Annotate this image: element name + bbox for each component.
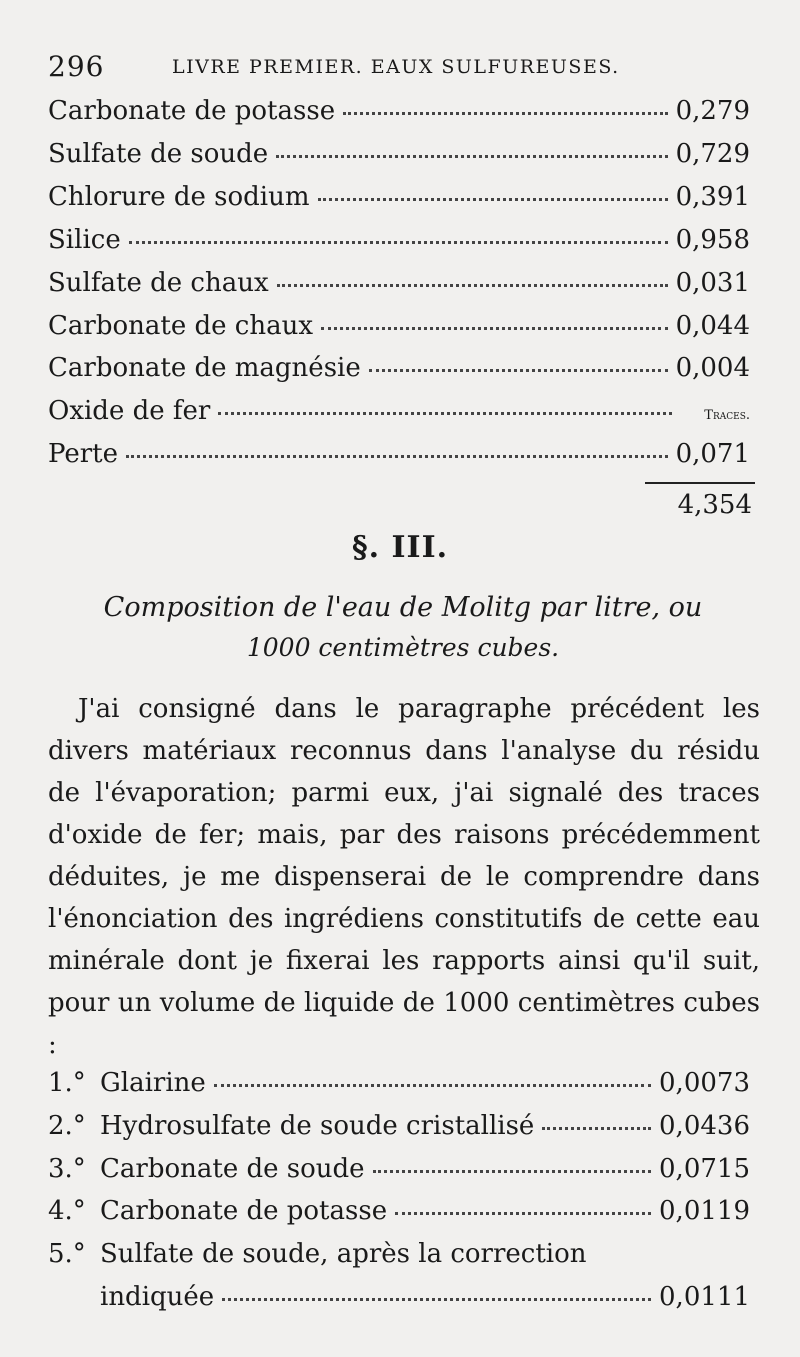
row-value: Traces. [704,408,750,423]
running-title: LIVRE PREMIER. EAUX SULFUREUSES. [172,56,620,78]
row-label: Silice [48,225,121,255]
row-value: 0,0436 [659,1111,750,1141]
leader-dots [343,112,667,115]
row-label: Sulfate de soude [48,139,269,169]
leader-dots [369,369,668,372]
section-title-line1: Composition de l'eau de Molitg par litre, ou [103,592,703,623]
page-header [48,50,748,84]
leader-dots [318,198,668,201]
total-rule [645,482,755,484]
table-row [48,225,750,265]
row-label: indiquée [100,1282,215,1312]
leader-dots [277,284,668,287]
table-row [48,353,750,393]
table-row [48,268,750,308]
leader-dots [542,1127,651,1130]
row-label: Sulfate de chaux [48,268,269,298]
row-number: 3.° [48,1154,86,1184]
row-value: 0,031 [675,268,750,298]
row-number: 4.° [48,1196,86,1226]
row-value: 0,391 [675,182,750,212]
row-value: 0,0073 [659,1068,750,1098]
table-row [48,1239,750,1279]
leader-dots [222,1298,651,1301]
row-label: Carbonate de chaux [48,311,313,341]
row-number: 1.° [48,1068,86,1098]
leader-dots [373,1170,651,1173]
row-label: Chlorure de sodium [48,182,310,212]
table-row [48,1196,750,1236]
leader-dots [126,455,668,458]
section-title-line2: 1000 centimètres cubes. [246,633,560,662]
row-label: Carbonate de soude [100,1154,365,1184]
table-row [48,96,750,136]
table-total: 4,354 [677,490,752,520]
row-value: 0,071 [675,439,750,469]
leader-dots [129,241,668,244]
row-label: Perte [48,439,118,469]
leader-dots [276,155,667,158]
table-row [48,139,750,179]
row-value: 0,279 [675,96,750,126]
row-number: 2.° [48,1111,86,1141]
paragraph-text: J'ai consigné dans le paragraphe précédent les divers matériaux reconnus dans l'analyse du résidu de l'évaporation; parmi eux, j'ai signalé des traces d'oxide de fer; mais, par des raisons précédemment déduites, je me dispenserai de le comprendre dans l'énonciation des ingrédiens constitutifs de cette eau minérale dont je fixerai les rapports ainsi qu'il suit, pour un volume de liquide de 1000 centimètres cubes : [48,694,760,1060]
leader-dots [395,1212,651,1215]
row-number: 5.° [48,1239,86,1269]
row-value: 0,0715 [659,1154,750,1184]
row-value: 0,004 [675,353,750,383]
table-row [48,439,750,479]
table-row [48,1154,750,1194]
row-value: 0,0119 [659,1196,750,1226]
row-label: Carbonate de potasse [48,96,336,126]
row-value: 0,958 [675,225,750,255]
body-paragraph [48,688,760,1066]
table-row [48,182,750,222]
leader-dots [321,327,668,330]
table-row [48,396,750,436]
table-row [48,1282,750,1322]
table-row [48,1111,750,1151]
table-row [48,1068,750,1108]
row-label: Carbonate de magnésie [48,353,361,383]
section-heading: §. III. [351,530,449,565]
row-value: 0,729 [675,139,750,169]
row-label: Glairine [100,1068,206,1098]
row-label: Carbonate de potasse [100,1196,388,1226]
leader-dots [214,1084,651,1087]
row-label: Sulfate de soude, après la correction [100,1239,587,1269]
row-label: Oxide de fer [48,396,211,426]
row-value: 0,0111 [659,1282,750,1312]
page-number: 296 [48,50,105,83]
row-value: 0,044 [675,311,750,341]
table-row [48,311,750,351]
row-label: Hydrosulfate de soude cristallisé [100,1111,535,1141]
leader-dots [218,412,672,415]
